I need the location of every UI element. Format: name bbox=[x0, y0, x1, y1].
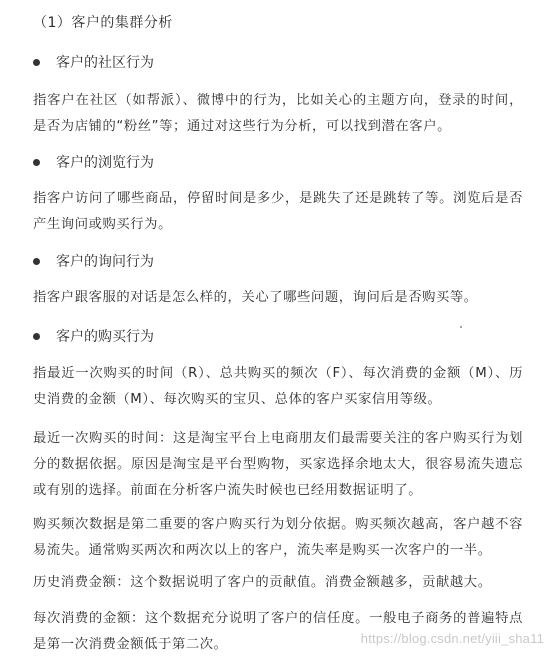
bullet-dot-icon bbox=[33, 258, 40, 265]
paragraph-browse: 指客户访问了哪些商品，停留时间是多少，是跳失了还是跳转了等。浏览后是否产生询问或购买行为。 bbox=[33, 191, 523, 232]
paragraph-recency: 最近一次购买的时间：这是淘宝平台上电商朋友们最需要关注的客户购买行为划分的数据依据。原因是淘宝是平台型购物，买家选择余地太大，很容易流失遗忘或有别的选择。前面在分析客户流失时候也已经用数据证明了。 bbox=[33, 431, 523, 498]
bullet-browse-title: 客户的浏览行为 bbox=[56, 155, 154, 171]
bullet-inquiry-title: 客户的询问行为 bbox=[56, 254, 154, 270]
paragraph-community: 指客户在社区（如帮派）、微博中的行为，比如关心的主题方向，登录的时间，是否为店铺的“粉丝”等；通过对这些行为分析，可以找到潜在客户。 bbox=[33, 93, 523, 134]
bullet-dot-icon bbox=[33, 159, 40, 166]
bullet-purchase bbox=[33, 326, 154, 346]
bullet-community-title: 客户的社区行为 bbox=[56, 55, 154, 71]
bullet-purchase-title: 客户的购买行为 bbox=[56, 329, 154, 345]
section-heading: （1）客户的集群分析 bbox=[33, 15, 173, 31]
source-watermark: https://blog.csdn.net/yiii_sha11 bbox=[360, 631, 544, 646]
bullet-dot-icon bbox=[33, 59, 40, 66]
paragraph-purchase-intro: 指最近一次购买的时间（R）、总共购买的频次（F）、每次消费的金额（M）、历史消费的金额（M）、每次购买的宝贝、总体的客户买家信用等级。 bbox=[33, 366, 523, 407]
paragraph-frequency: 购买频次数据是第二重要的客户购买行为划分依据。购买频次越高，客户越不容易流失。通常购买两次和两次以上的客户，流失率是购买一次客户的一半。 bbox=[33, 517, 523, 558]
bullet-inquiry bbox=[33, 251, 154, 271]
bullet-dot-icon bbox=[33, 333, 40, 340]
bullet-browse bbox=[33, 152, 154, 172]
paragraph-per-order: 每次消费的金额：这个数据充分说明了客户的信任度。一般电子商务的普遍特点是第一次消费金额低于第二次。 bbox=[33, 611, 523, 652]
paragraph-inquiry: 指客户跟客服的对话是怎么样的，关心了哪些问题，询问后是否购买等。 bbox=[33, 290, 478, 305]
bullet-community bbox=[33, 52, 154, 72]
paragraph-history: 历史消费金额：这个数据说明了客户的贡献值。消费金额越多，贡献越大。 bbox=[33, 575, 492, 590]
scan-speck bbox=[460, 326, 462, 328]
